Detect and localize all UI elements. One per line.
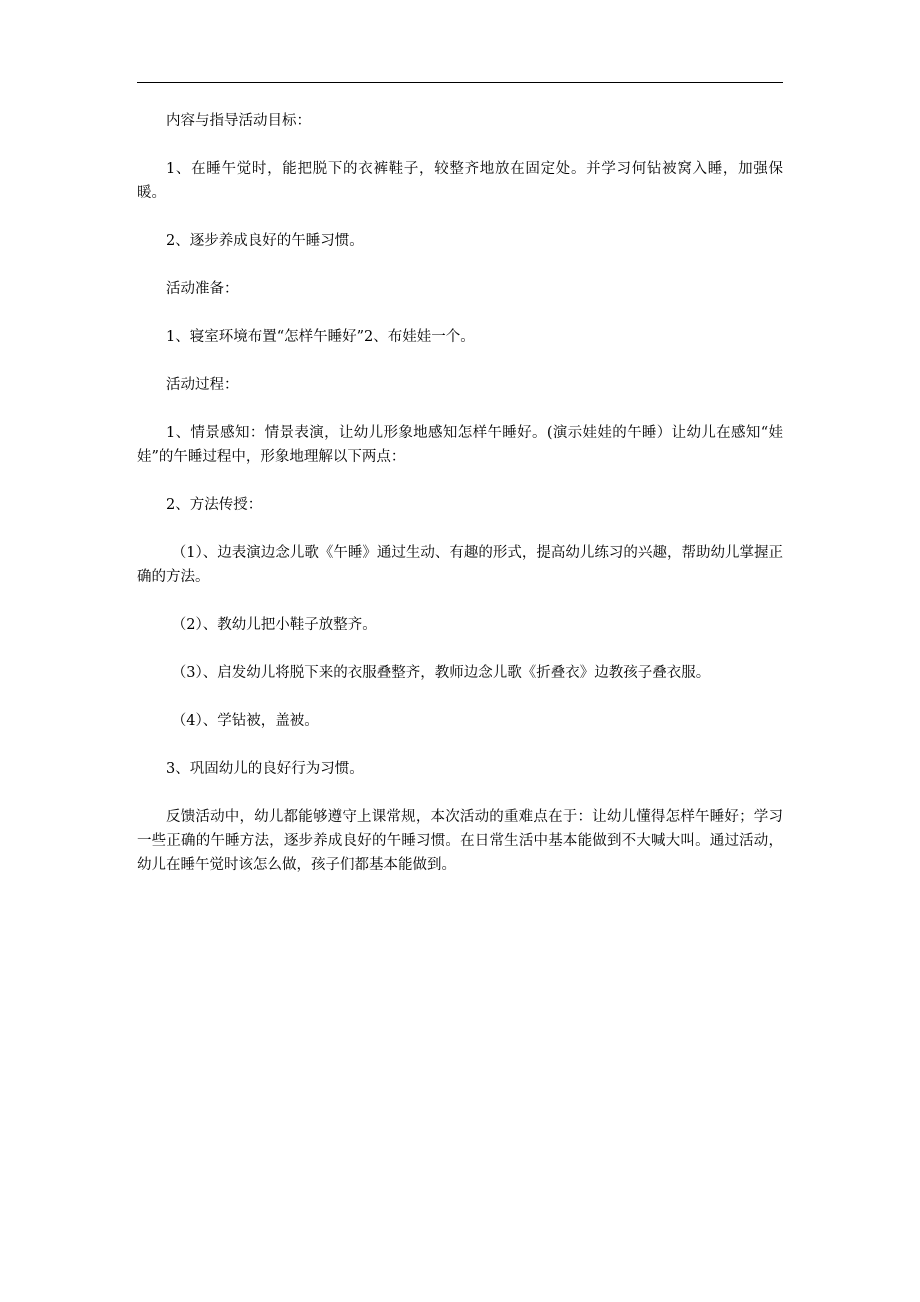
heading-preparation: 活动准备： <box>166 281 239 297</box>
objective-item-1: 1、在睡午觉时，能把脱下的衣裤鞋子，较整齐地放在固定处。并学习何钻被窝入睡，加强保暖。 <box>137 161 783 201</box>
feedback-paragraph: 反馈活动中，幼儿都能够遵守上课常规，本次活动的重难点在于：让幼儿懂得怎样午睡好；学习一些正确的午睡方法，逐步养成良好的午睡习惯。在日常生活中基本能做到不大喊大叫。通过活动，幼儿在睡午觉时该怎么做，孩子们都基本能做到。 <box>137 809 783 873</box>
process-step-3: 3、巩固幼儿的良好行为习惯。 <box>166 761 364 777</box>
objective-item-2: 2、逐步养成良好的午睡习惯。 <box>166 233 364 249</box>
heading-objectives: 内容与指导活动目标： <box>166 113 311 129</box>
method-item-2: （2）、教幼儿把小鞋子放整齐。 <box>171 617 377 633</box>
header-rule <box>137 82 783 83</box>
method-item-3: （3）、启发幼儿将脱下来的衣服叠整齐，教师边念儿歌《折叠衣》边教孩子叠衣服。 <box>171 665 711 681</box>
document-body <box>137 109 783 901</box>
heading-process: 活动过程： <box>166 377 239 393</box>
preparation-item-1: 1、寝室环境布置“怎样午睡好”2、布娃娃一个。 <box>166 329 475 345</box>
method-item-4: （4）、学钻被，盖被。 <box>171 713 319 729</box>
process-step-1: 1、情景感知：情景表演，让幼儿形象地感知怎样午睡好。(演示娃娃的午睡）让幼儿在感知“娃娃”的午睡过程中，形象地理解以下两点： <box>137 425 783 465</box>
method-item-1: （1）、边表演边念儿歌《午睡》通过生动、有趣的形式，提高幼儿练习的兴趣，帮助幼儿掌握正确的方法。 <box>137 545 783 585</box>
process-step-2: 2、方法传授： <box>166 497 263 513</box>
